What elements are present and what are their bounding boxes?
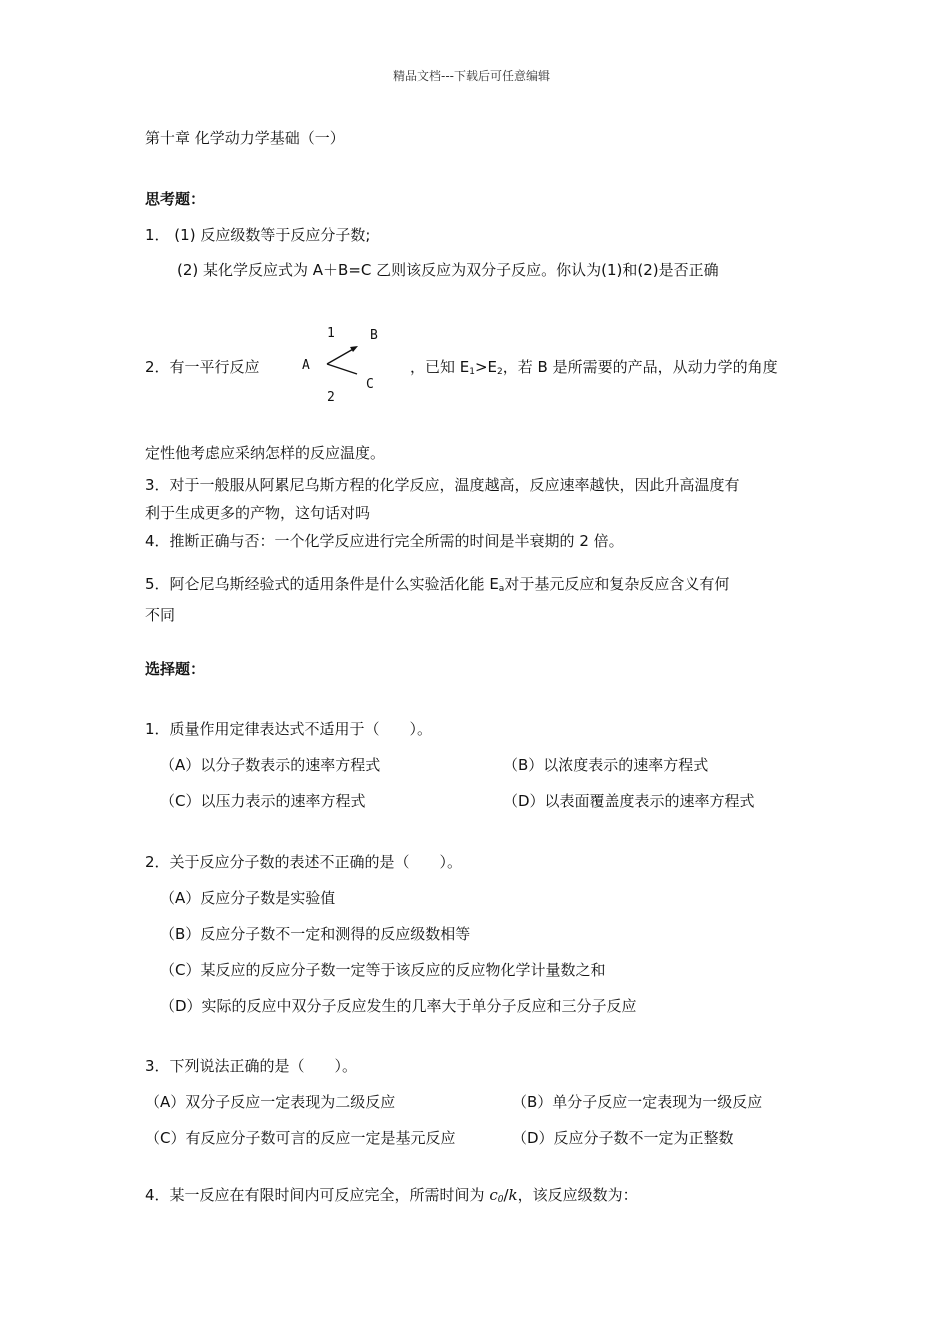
choice-q2-option-d: （D）实际的反应中双分子反应发生的几率大于单分子反应和三分子反应	[160, 997, 637, 1015]
think-q4: 4．推断正确与否：一个化学反应进行完全所需的时间是半衰期的 2 倍。	[145, 532, 624, 550]
diagram-product-b: B	[370, 328, 378, 343]
think-q2-line2: 定性他考虑应采纳怎样的反应温度。	[145, 444, 386, 462]
choice-q3-option-c: （C）有反应分子数可言的反应一定是基元反应	[145, 1129, 456, 1147]
diagram-arrows	[295, 320, 395, 410]
diagram-reactant-a: A	[302, 358, 310, 373]
chapter-title: 第十章 化学动力学基础（一）	[145, 129, 345, 147]
page-header: 精品文档---下载后可任意编辑	[393, 69, 550, 83]
choice-q1-option-c: （C）以压力表示的速率方程式	[160, 792, 366, 810]
choice-q2-option-a: （A）反应分子数是实验值	[160, 889, 336, 907]
choice-q1-option-b: （B）以浓度表示的速率方程式	[503, 756, 709, 774]
think-q5-line1: 5．阿仑尼乌斯经验式的适用条件是什么实验活化能 $E_a$对于基元反应和复杂反应含义有何	[145, 575, 730, 594]
choice-q2-option-b: （B）反应分子数不一定和测得的反应级数相等	[160, 925, 471, 943]
think-heading: 思考题：	[145, 190, 206, 208]
diagram-path-2: 2	[327, 390, 335, 405]
choice-q3-option-b: （B）单分子反应一定表现为一级反应	[512, 1093, 763, 1111]
think-q5-line2: 不同	[145, 606, 176, 624]
choice-q2-option-c: （C）某反应的反应分子数一定等于该反应的反应物化学计量数之和	[160, 961, 606, 979]
diagram-product-c: C	[366, 377, 374, 392]
think-q3-line2: 利于生成更多的产物，这句话对吗	[145, 504, 371, 522]
think-q2-prefix: 2．有一平行反应	[145, 358, 260, 376]
choice-q2-stem: 2．关于反应分子数的表述不正确的是（ ）。	[145, 853, 463, 871]
choice-q1-option-d: （D）以表面覆盖度表示的速率方程式	[503, 792, 755, 810]
think-q3-line1: 3．对于一般服从阿累尼乌斯方程的化学反应，温度越高，反应速率越快，因此升高温度有	[145, 476, 740, 494]
choice-q3-option-d: （D）反应分子数不一定为正整数	[512, 1129, 734, 1147]
choice-q1-stem: 1．质量作用定律表达式不适用于（ ）。	[145, 720, 433, 738]
choice-q3-option-a: （A）双分子反应一定表现为二级反应	[145, 1093, 396, 1111]
think-q1-line1: 1． (1) 反应级数等于反应分子数;	[145, 226, 371, 244]
choice-q4-stem: 4．某一反应在有限时间内可反应完全，所需时间为 $c_0/k$，该反应级数为：	[145, 1186, 638, 1205]
parallel-reaction-diagram	[295, 320, 395, 410]
think-q1-line2: (2) 某化学反应式为 A＋B=C 乙则该反应为双分子反应。你认为(1)和(2)是否正确	[177, 261, 719, 279]
choice-q3-stem: 3．下列说法正确的是（ ）。	[145, 1057, 358, 1075]
think-q2-suffix: ，已知 $E_1>E_2$，若 B 是所需要的产品，从动力学的角度	[410, 358, 778, 377]
choice-heading: 选择题：	[145, 660, 206, 678]
diagram-path-1: 1	[327, 326, 335, 341]
choice-q1-option-a: （A）以分子数表示的速率方程式	[160, 756, 381, 774]
